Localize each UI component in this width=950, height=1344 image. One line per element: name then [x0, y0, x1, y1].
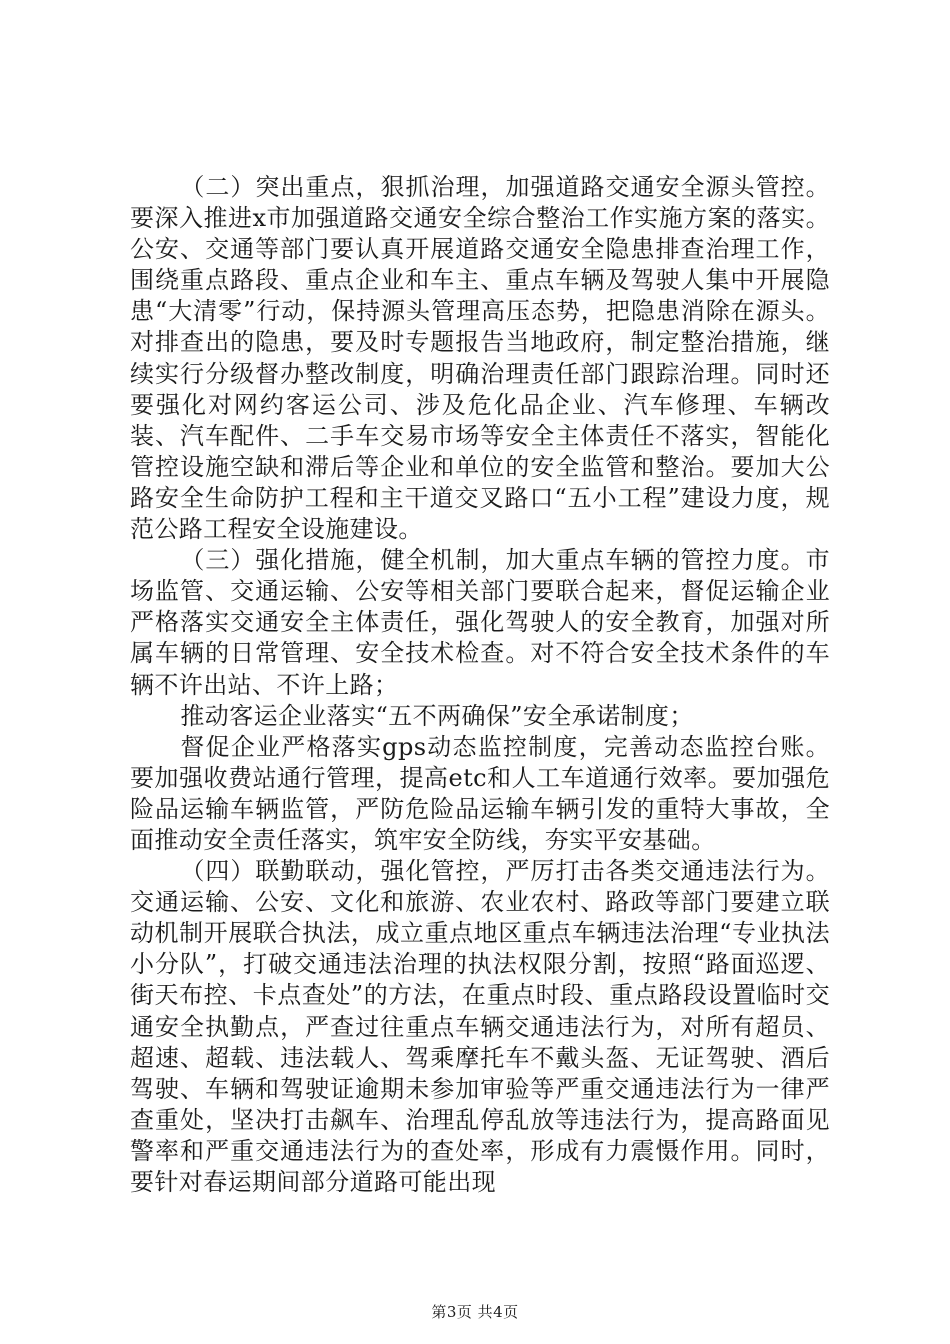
paragraph-passenger-commitment: 推动客运企业落实“五不两确保”安全承诺制度； — [180, 701, 694, 730]
paragraph-section-3: （三）强化措施，健全机制，加大重点车辆的管控力度。市场监管、交通运输、公安等相关部门要联合起来，督促运输企业严格落实交通安全主体责任，强化驾驶人的安全教育，加强对所属车辆的日常管理、安全技术检查。对不符合安全技术条件的车辆不许出站、不许上路； — [130, 546, 830, 699]
paragraph-gps-monitoring: 督促企业严格落实gps动态监控制度，完善动态监控台账。要加强收费站通行管理，提高etc和人工车道通行效率。要加强危险品运输车辆监管，严防危险品运输车辆引发的重特大事故，全面推动安全责任落实，筑牢安全防线，夯实平安基础。 — [130, 732, 830, 854]
document-body — [130, 172, 830, 1198]
paragraph-section-4: （四）联勤联动，强化管控，严厉打击各类交通违法行为。交通运输、公安、文化和旅游、农业农村、路政等部门要建立联动机制开展联合执法，成立重点地区重点车辆违法治理“专业执法小分队”，打破交通违法治理的执法权限分割，按照“路面巡逻、街天布控、卡点查处”的方法，在重点时段、重点路段设置临时交通安全执勤点，严查过往重点车辆交通违法行为，对所有超员、超速、超载、违法载人、驾乘摩托车不戴头盔、无证驾驶、酒后驾驶、车辆和驾驶证逾期未参加审验等严重交通违法行为一律严查重处，坚决打击飙车、治理乱停乱放等违法行为，提高路面见警率和严重交通违法行为的查处率，形成有力震慑作用。同时，要针对春运期间部分道路可能出现 — [130, 857, 830, 1196]
page-number-footer: 第3页 共4页 — [431, 1303, 519, 1321]
paragraph-section-2: （二）突出重点，狠抓治理，加强道路交通安全源头管控。要深入推进x市加强道路交通安全综合整治工作实施方案的落实。公安、交通等部门要认真开展道路交通安全隐患排查治理工作，围绕重点路段、重点企业和车主、重点车辆及驾驶人集中开展隐患“大清零”行动，保持源头管理高压态势，把隐患消除在源头。对排查出的隐患，要及时专题报告当地政府，制定整治措施，继续实行分级督办整改制度，明确治理责任部门跟踪治理。同时还要强化对网约客运公司、涉及危化品企业、汽车修理、车辆改装、汽车配件、二手车交易市场等安全主体责任不落实，智能化管控设施空缺和滞后等企业和单位的安全监管和整治。要加大公路安全生命防护工程和主干道交叉路口“五小工程”建设力度，规范公路工程安全设施建设。 — [130, 173, 830, 544]
